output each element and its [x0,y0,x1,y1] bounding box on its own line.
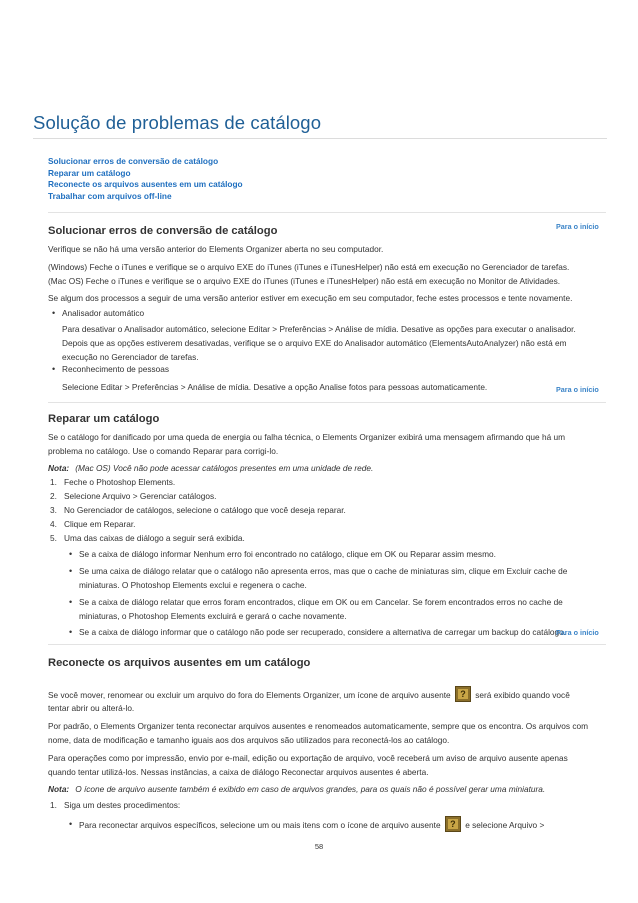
section-divider [48,402,606,403]
note [48,462,608,476]
paragraph: quando tentar utilizá-los. Nessas instâncias, a caixa de diálogo Reconectar arquivos ausentes é aberta. [48,767,429,777]
paragraph: problema no catálogo. Use o comando Reparar para corrigi-lo. [48,446,279,456]
bullet-item: • Reconhecimento de pessoas [62,363,169,377]
bullet-detail: Selecione Editar > Preferências > Análise de mídia. Desative a opção Analise fotos para pessoas automaticamente. [62,382,488,392]
note-text: O ícone de arquivo ausente também é exibido em caso de arquivos grandes, para os quais não é possível gerar uma miniatura. [75,784,546,794]
bullet-item: • Analisador automático [62,307,144,321]
bullet-detail: Depois que as opções estiverem desativadas, verifique se o arquivo EXE do Analisador automático (ElementsAutoAnalyzer) não está em [62,338,567,348]
paragraph: Se o catálogo for danificado por uma queda de energia ou falha técnica, o Elements Organizer exibirá uma mensagem afirmando que há um [48,432,566,442]
note-label: Nota: [48,784,70,794]
toc-link-repair-catalog[interactable]: Reparar um catálogo [48,167,131,178]
note-text: (Mac OS) Você não pode acessar catálogos presentes em uma unidade de rede. [75,463,374,473]
paragraph: nome, data de modificação e tamanho iguais aos dos arquivos são utilizados para reconectá-los ao catálogo. [48,735,450,745]
note [48,783,608,797]
note-label: Nota: [48,463,70,473]
bullet-detail: execução no Gerenciador de tarefas. [62,352,199,362]
bullet-detail: Para desativar o Analisador automático, selecione Editar > Preferências > Análise de mídia. Desative as opções para executar o analisador. [62,324,576,334]
section-title-conversion-errors: Solucionar erros de conversão de catálogo [48,225,278,237]
list-item: 3. No Gerenciador de catálogos, selecione o catálogo que você deseja reparar. [50,505,346,515]
section-title-reconnect-files: Reconecte os arquivos ausentes em um catálogo [48,657,311,669]
page-title: Solução de problemas de catálogo [33,112,322,133]
paragraph: tentar abrir ou alterá-lo. [48,703,135,713]
list-item: 1. Feche o Photoshop Elements. [50,477,176,487]
missing-file-icon: ? [455,686,471,702]
list-item: 1. Siga um destes procedimentos: [50,800,181,810]
sub-bullet-item: • Se a caixa de diálogo informar que o catálogo não pode ser recuperado, considere a alternativa de carregar um backup do catálogo. [79,626,607,640]
section-divider [48,644,606,645]
paragraph: Para operações como por impressão, envio por e-mail, edição ou exportação de arquivo, você receberá um aviso de arquivo ausente apenas [48,753,568,763]
paragraph: Se você mover, renomear ou excluir um arquivo do fora do Elements Organizer, um ícone de arquivo ausente ? será exibido quando você [48,688,608,704]
paragraph: Se algum dos processos a seguir de uma versão anterior estiver em execução em seu computador, feche estes processos e tente novamente. [48,293,573,303]
list-item: 5. Uma das caixas de diálogo a seguir será exibida. [50,533,245,543]
title-divider [33,138,607,139]
list-item: 2. Selecione Arquivo > Gerenciar catálogos. [50,491,217,501]
page-number: 58 [314,842,324,851]
table-of-contents [48,156,243,202]
paragraph: (Mac OS) Feche o iTunes e verifique se o arquivo EXE do iTunes (iTunes e iTunesHelper) não está em execução no Monitor de Atividades. [48,276,561,286]
sub-bullet-item: • Se a caixa de diálogo relatar que erros foram encontrados, clique em OK ou em Cancelar. Se forem encontrados erros no cache de miniaturas, o Photoshop Elements excluirá e gerará o cache novamente. [79,596,607,624]
section-divider [48,212,606,213]
section-title-repair-catalog: Reparar um catálogo [48,413,160,425]
sub-bullet-item: • Se uma caixa de diálogo relatar que o catálogo não apresenta erros, mas que o cache de miniaturas sim, clique em Excluir cache de miniaturas. O Photoshop Elements exclui e regenera o cache. [79,565,607,593]
back-to-top-link[interactable]: Para o início [556,385,599,394]
paragraph: Verifique se não há uma versão anterior do Elements Organizer aberta no seu computador. [48,244,384,254]
back-to-top-link[interactable]: Para o início [556,222,599,231]
toc-link-offline-files[interactable]: Trabalhar com arquivos off-line [48,190,172,201]
back-to-top-link[interactable]: Para o início [556,628,599,637]
paragraph: (Windows) Feche o iTunes e verifique se o arquivo EXE do iTunes (iTunes e iTunesHelper) não está em execução no Gerenciador de tarefas. [48,262,570,272]
toc-link-conversion-errors[interactable]: Solucionar erros de conversão de catálogo [48,156,219,166]
toc-link-reconnect-files[interactable]: Reconecte os arquivos ausentes em um catálogo [48,179,243,190]
sub-bullet-item: • Se a caixa de diálogo informar Nenhum erro foi encontrado no catálogo, clique em OK ou Reparar assim mesmo. [79,548,607,562]
sub-bullet-item: • Para reconectar arquivos específicos, selecione um ou mais itens com o ícone de arquivo ausente ? e selecione Arquivo > [79,818,607,834]
missing-file-icon: ? [445,816,461,832]
list-item: 4. Clique em Reparar. [50,519,136,529]
paragraph: Por padrão, o Elements Organizer tenta reconectar arquivos ausentes e renomeados automaticamente, sempre que os encontra. Os arquivos com [48,721,589,731]
